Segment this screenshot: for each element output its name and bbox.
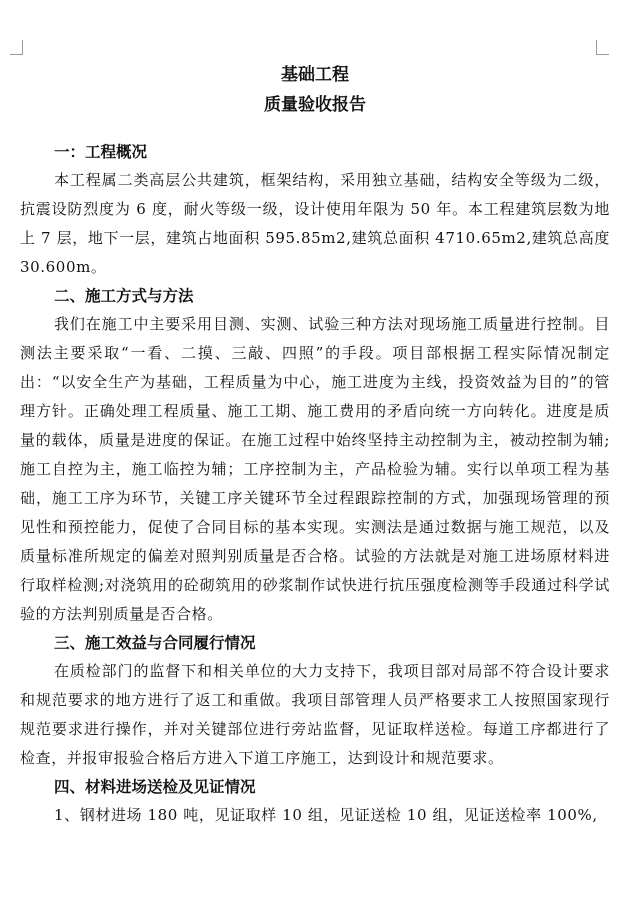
section-paragraph: 1、钢材进场 180 吨，见证取样 10 组，见证送检 10 组，见证送检率 100%,	[54, 806, 598, 824]
section-materials	[20, 773, 610, 830]
section-heading: 四、材料进场送检及见证情况	[54, 777, 256, 796]
page-corner-mark-left	[10, 40, 23, 55]
document-body	[20, 56, 610, 830]
section-paragraph: 在质检部门的监督下和相关单位的大力支持下，我项目部对局部不符合设计要求和规范要求的地方进行了返工和重做。我项目部管理人员严格要求工人按照国家现行规范要求进行操作，并对关键部位进行旁站监督，见证取样送检。每道工序都进行了检查，并报审报验合格后方进入下道工序施工，达到设计和规范要求。	[20, 662, 610, 767]
section-contract	[20, 629, 610, 773]
section-paragraph: 我们在施工中主要采用目测、实测、试验三种方法对现场施工质量进行控制。目测法主要采取“一看、二摸、三敲、四照”的手段。项目部根据工程实际情况制定出：“以安全生产为基础，工程质量为中心，施工进度为主线，投资效益为目的”的管理方针。正确处理工程质量、施工工期、施工费用的矛盾向统一方向转化。进度是质量的载体，质量是进度的保证。在施工过程中始终坚持主动控制为主，被动控制为辅;施工自控为主，施工临控为辅；工序控制为主，产品检验为辅。实行以单项工程为基础，施工工序为环节，关键工序关键环节全过程跟踪控制的方式，加强现场管理的预见性和预控能力，促使了合同目标的基本实现。实测法是通过数据与施工规范，以及质量标准所规定的偏差对照判别质量是否合格。试验的方法就是对施工进场原材料进行取样检测;对浇筑用的砼砌筑用的砂浆制作试快进行抗压强度检测等手段通过科学试验的方法判别质量是否合格。	[20, 315, 610, 623]
document-title: 基础工程	[281, 65, 349, 85]
section-heading: 二、施工方式与方法	[54, 286, 194, 305]
section-overview	[20, 138, 610, 282]
section-paragraph: 本工程属二类高层公共建筑，框架结构，采用独立基础，结构安全等级为二级，抗震设防烈度为 6 度，耐火等级一级，设计使用年限为 50 年。本工程建筑层数为地上 7 层，地下一层，建筑占地面积 595.85m2,建筑总面积 4710.65m2,建筑总高度 30.600m。	[20, 171, 610, 276]
page-corner-mark-right	[596, 40, 609, 55]
section-methods	[20, 282, 610, 629]
document-subtitle: 质量验收报告	[264, 95, 366, 115]
section-heading: 一：工程概况	[54, 142, 148, 161]
section-heading: 三、施工效益与合同履行情况	[54, 633, 256, 652]
